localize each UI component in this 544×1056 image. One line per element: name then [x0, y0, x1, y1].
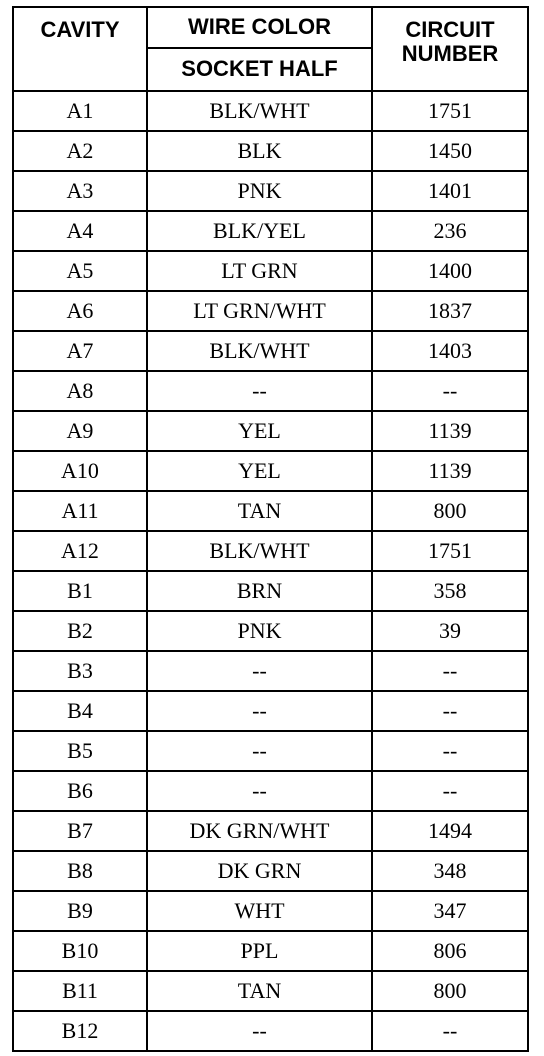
circuit-number-cell: 1139 [372, 451, 528, 491]
circuit-number-cell: 800 [372, 491, 528, 531]
table-header [13, 7, 528, 91]
wire-color-cell: -- [147, 771, 372, 811]
wire-color-cell: BRN [147, 571, 372, 611]
cavity-cell: A1 [13, 91, 147, 131]
wire-color-cell: LT GRN/WHT [147, 291, 372, 331]
table-row [13, 771, 528, 811]
wire-color-cell: YEL [147, 411, 372, 451]
circuit-number-cell: -- [372, 731, 528, 771]
table-row [13, 611, 528, 651]
cavity-cell: B4 [13, 691, 147, 731]
wire-color-cell: BLK/WHT [147, 91, 372, 131]
table-row [13, 651, 528, 691]
wire-color-cell: TAN [147, 971, 372, 1011]
table-row [13, 451, 528, 491]
cavity-cell: A7 [13, 331, 147, 371]
circuit-number-cell: 39 [372, 611, 528, 651]
table-row [13, 251, 528, 291]
circuit-number-cell: 1494 [372, 811, 528, 851]
circuit-number-cell: 1139 [372, 411, 528, 451]
circuit-number-cell: 1401 [372, 171, 528, 211]
table-body [13, 91, 528, 1051]
cavity-cell: A4 [13, 211, 147, 251]
circuit-number-cell: 806 [372, 931, 528, 971]
table-row [13, 491, 528, 531]
table-row [13, 91, 528, 131]
circuit-number-cell: 236 [372, 211, 528, 251]
wire-color-cell: -- [147, 651, 372, 691]
cavity-cell: A10 [13, 451, 147, 491]
wire-color-cell: WHT [147, 891, 372, 931]
table-row [13, 811, 528, 851]
circuit-number-header: CIRCUIT NUMBER [372, 7, 528, 91]
cavity-cell: B10 [13, 931, 147, 971]
table-row [13, 731, 528, 771]
circuit-number-cell: -- [372, 1011, 528, 1051]
table-row [13, 331, 528, 371]
table-row [13, 371, 528, 411]
header-row [13, 7, 528, 48]
wire-color-cell: -- [147, 1011, 372, 1051]
table-row [13, 931, 528, 971]
table-row [13, 691, 528, 731]
wire-color-cell: TAN [147, 491, 372, 531]
wire-color-cell: PNK [147, 611, 372, 651]
wire-color-cell: -- [147, 731, 372, 771]
cavity-cell: B9 [13, 891, 147, 931]
connector-pinout-table-container [12, 6, 527, 1052]
cavity-cell: A12 [13, 531, 147, 571]
circuit-number-cell: 1751 [372, 531, 528, 571]
cavity-header: CAVITY [13, 7, 147, 91]
circuit-number-cell: -- [372, 371, 528, 411]
table-row [13, 971, 528, 1011]
table-row [13, 1011, 528, 1051]
wire-color-cell: BLK/YEL [147, 211, 372, 251]
cavity-cell: B2 [13, 611, 147, 651]
cavity-cell: B1 [13, 571, 147, 611]
wire-color-header: WIRE COLOR [147, 7, 372, 48]
table-row [13, 131, 528, 171]
wire-color-cell: BLK [147, 131, 372, 171]
table-row [13, 171, 528, 211]
cavity-cell: B5 [13, 731, 147, 771]
cavity-cell: B7 [13, 811, 147, 851]
connector-pinout-table [12, 6, 529, 1052]
cavity-cell: A9 [13, 411, 147, 451]
table-row [13, 851, 528, 891]
socket-half-header: SOCKET HALF [147, 48, 372, 91]
cavity-cell: A2 [13, 131, 147, 171]
circuit-number-cell: 800 [372, 971, 528, 1011]
table-row [13, 211, 528, 251]
table-row [13, 571, 528, 611]
circuit-number-cell: 358 [372, 571, 528, 611]
wire-color-cell: PPL [147, 931, 372, 971]
circuit-number-cell: 1837 [372, 291, 528, 331]
wire-color-cell: DK GRN [147, 851, 372, 891]
circuit-number-cell: 1751 [372, 91, 528, 131]
circuit-number-cell: 348 [372, 851, 528, 891]
cavity-cell: B12 [13, 1011, 147, 1051]
wire-color-cell: BLK/WHT [147, 531, 372, 571]
table-row [13, 531, 528, 571]
cavity-cell: B3 [13, 651, 147, 691]
circuit-number-cell: -- [372, 691, 528, 731]
circuit-number-cell: 1400 [372, 251, 528, 291]
cavity-cell: A8 [13, 371, 147, 411]
cavity-cell: A5 [13, 251, 147, 291]
circuit-number-cell: 1450 [372, 131, 528, 171]
cavity-cell: A6 [13, 291, 147, 331]
cavity-cell: A3 [13, 171, 147, 211]
cavity-cell: A11 [13, 491, 147, 531]
wire-color-cell: LT GRN [147, 251, 372, 291]
circuit-number-cell: 347 [372, 891, 528, 931]
table-row [13, 411, 528, 451]
wire-color-cell: BLK/WHT [147, 331, 372, 371]
cavity-cell: B8 [13, 851, 147, 891]
table-row [13, 291, 528, 331]
circuit-number-cell: -- [372, 651, 528, 691]
table-row [13, 891, 528, 931]
wire-color-cell: -- [147, 371, 372, 411]
wire-color-cell: DK GRN/WHT [147, 811, 372, 851]
cavity-cell: B11 [13, 971, 147, 1011]
wire-color-cell: PNK [147, 171, 372, 211]
circuit-number-cell: 1403 [372, 331, 528, 371]
wire-color-cell: YEL [147, 451, 372, 491]
wire-color-cell: -- [147, 691, 372, 731]
cavity-cell: B6 [13, 771, 147, 811]
circuit-number-cell: -- [372, 771, 528, 811]
